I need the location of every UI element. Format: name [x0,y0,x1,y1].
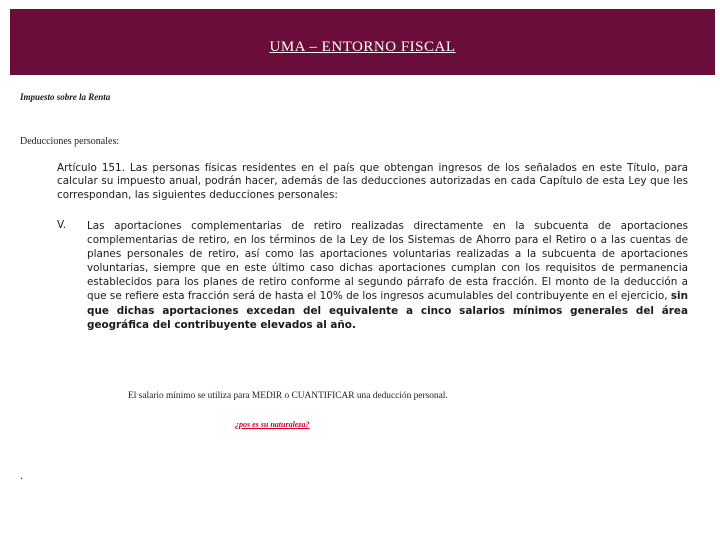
question-link[interactable]: ¿pos es su naturaleza? [235,420,310,429]
bullet-dot: . [20,468,23,482]
section-subtitle: Deducciones personales: [20,136,120,147]
fraction-text [87,219,688,332]
note-text: El salario mínimo se utiliza para MEDIR o CUANTIFICAR una deducción personal. [128,391,448,401]
section-title: Impuesto sobre la Renta [20,92,111,102]
article-151-text: Artículo 151. Las personas físicas residentes en el país que obtengan ingresos de los señalados en este Título, para calcular su impuesto anual, podrán hacer, además de las deducciones autorizadas en cada Capítulo de esta Ley que les correspondan, las siguientes deducciones personales: [57,162,688,201]
fraction-number: V. [57,219,67,231]
header-title: UMA – ENTORNO FISCAL [269,39,456,55]
header-banner [10,9,715,75]
fraction-text-bold: sin que dichas aportaciones excedan del equivalente a cinco salarios mínimos generales del área geográfica del contribuyente elevados al año. [87,290,688,331]
fraction-text-regular: Las aportaciones complementarias de retiro realizadas directamente en la subcuenta de aportaciones complementarias de retiro, en los términos de la Ley de los Sistemas de Ahorro para el Retiro o a las cuentas de planes personales de retiro, así como las aportaciones voluntarias realizadas a la subcuenta de aportaciones voluntarias, siempre que en este último caso dichas aportaciones cumplan con los requisitos de permanencia establecidos para los planes de retiro conforme al segundo párrafo de esta fracción. El monto de la deducción a que se refiere esta fracción será de hasta el 10% de los ingresos acumulables del contribuyente en el ejercicio, [87,220,688,303]
